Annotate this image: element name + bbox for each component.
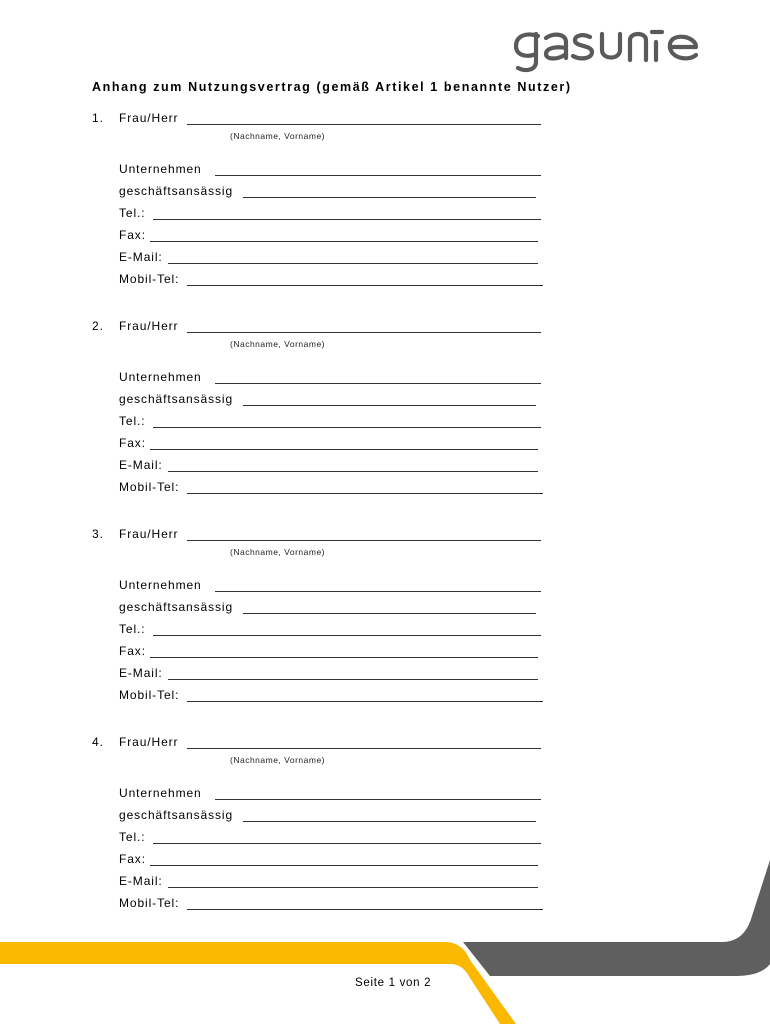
company-input-line[interactable]	[215, 799, 541, 800]
name-label: Frau/Herr	[119, 319, 179, 333]
email-input-line[interactable]	[168, 263, 538, 264]
name-label: Frau/Herr	[119, 527, 179, 541]
mobile-input-line[interactable]	[187, 701, 543, 702]
tel-field-row[interactable]	[119, 622, 146, 640]
footer-gray-band	[463, 860, 770, 976]
seat-label: geschäftsansässig	[119, 392, 234, 406]
tel-input-line[interactable]	[153, 635, 541, 636]
participant-entry-3	[0, 524, 770, 724]
company-label: Unternehmen	[119, 578, 202, 592]
name-field-row[interactable]	[119, 735, 178, 753]
name-input-line[interactable]	[187, 332, 541, 333]
seat-field-row[interactable]	[119, 600, 233, 618]
seat-input-line[interactable]	[243, 405, 536, 406]
name-hint: (Nachname, Vorname)	[230, 339, 326, 349]
seat-input-line[interactable]	[243, 613, 536, 614]
company-field-row[interactable]	[119, 162, 202, 180]
company-label: Unternehmen	[119, 786, 202, 800]
name-input-line[interactable]	[187, 124, 541, 125]
mobile-input-line[interactable]	[187, 493, 543, 494]
email-label: E-Mail:	[119, 666, 163, 680]
participant-entry-2	[0, 316, 770, 516]
tel-label: Tel.:	[119, 414, 146, 428]
entry-number: 2.	[92, 319, 104, 333]
email-label: E-Mail:	[119, 458, 163, 472]
name-field-row[interactable]	[119, 319, 178, 337]
fax-label: Fax:	[119, 644, 146, 658]
tel-input-line[interactable]	[153, 427, 541, 428]
document-title: Anhang zum Nutzungsvertrag (gemäß Artikel 1 benannte Nutzer)	[92, 80, 572, 94]
tel-label: Tel.:	[119, 622, 146, 636]
mobile-label: Mobil-Tel:	[119, 272, 180, 286]
company-field-row[interactable]	[119, 578, 202, 596]
email-input-line[interactable]	[168, 471, 538, 472]
gasunie-logo-icon	[512, 22, 702, 74]
email-field-row[interactable]	[119, 250, 163, 268]
email-input-line[interactable]	[168, 679, 538, 680]
footer-swoosh-graphic	[0, 860, 770, 1024]
seat-field-row[interactable]	[119, 808, 233, 826]
seat-input-line[interactable]	[243, 821, 536, 822]
seat-label: geschäftsansässig	[119, 184, 234, 198]
name-label: Frau/Herr	[119, 735, 179, 749]
email-label: E-Mail:	[119, 874, 163, 888]
entry-number: 3.	[92, 527, 104, 541]
email-label: E-Mail:	[119, 250, 163, 264]
gasunie-logo	[512, 22, 702, 74]
fax-label: Fax:	[119, 228, 146, 242]
mobile-field-row[interactable]	[119, 480, 179, 498]
name-field-row[interactable]	[119, 527, 178, 545]
fax-label: Fax:	[119, 852, 146, 866]
tel-label: Tel.:	[119, 830, 146, 844]
seat-input-line[interactable]	[243, 197, 536, 198]
fax-label: Fax:	[119, 436, 146, 450]
seat-label: geschäftsansässig	[119, 808, 234, 822]
name-hint: (Nachname, Vorname)	[230, 547, 326, 557]
fax-field-row[interactable]	[119, 436, 146, 454]
company-input-line[interactable]	[215, 383, 541, 384]
email-field-row[interactable]	[119, 666, 163, 684]
tel-input-line[interactable]	[153, 219, 541, 220]
company-input-line[interactable]	[215, 175, 541, 176]
company-field-row[interactable]	[119, 370, 202, 388]
page-number: Seite 1 von 2	[355, 977, 432, 989]
company-input-line[interactable]	[215, 591, 541, 592]
seat-field-row[interactable]	[119, 392, 233, 410]
entry-number: 1.	[92, 111, 104, 125]
tel-field-row[interactable]	[119, 414, 146, 432]
mobile-field-row[interactable]	[119, 688, 179, 706]
mobile-input-line[interactable]	[187, 285, 543, 286]
name-label: Frau/Herr	[119, 111, 179, 125]
name-input-line[interactable]	[187, 748, 541, 749]
tel-field-row[interactable]	[119, 830, 146, 848]
fax-input-line[interactable]	[150, 657, 538, 658]
footer-white-area	[0, 964, 500, 1024]
seat-field-row[interactable]	[119, 184, 233, 202]
mobile-field-row[interactable]	[119, 272, 179, 290]
mobile-label: Mobil-Tel:	[119, 480, 180, 494]
tel-label: Tel.:	[119, 206, 146, 220]
participant-entry-1	[0, 108, 770, 308]
seat-label: geschäftsansässig	[119, 600, 234, 614]
name-hint: (Nachname, Vorname)	[230, 755, 326, 765]
company-label: Unternehmen	[119, 162, 202, 176]
mobile-label: Mobil-Tel:	[119, 896, 180, 910]
company-label: Unternehmen	[119, 370, 202, 384]
name-field-row[interactable]	[119, 111, 178, 129]
name-hint: (Nachname, Vorname)	[230, 131, 326, 141]
tel-field-row[interactable]	[119, 206, 146, 224]
fax-field-row[interactable]	[119, 228, 146, 246]
footer-swoosh	[0, 860, 770, 1024]
name-input-line[interactable]	[187, 540, 541, 541]
tel-input-line[interactable]	[153, 843, 541, 844]
email-field-row[interactable]	[119, 458, 163, 476]
fax-input-line[interactable]	[150, 241, 538, 242]
fax-input-line[interactable]	[150, 449, 538, 450]
entry-number: 4.	[92, 735, 104, 749]
company-field-row[interactable]	[119, 786, 202, 804]
fax-field-row[interactable]	[119, 644, 146, 662]
mobile-label: Mobil-Tel:	[119, 688, 180, 702]
